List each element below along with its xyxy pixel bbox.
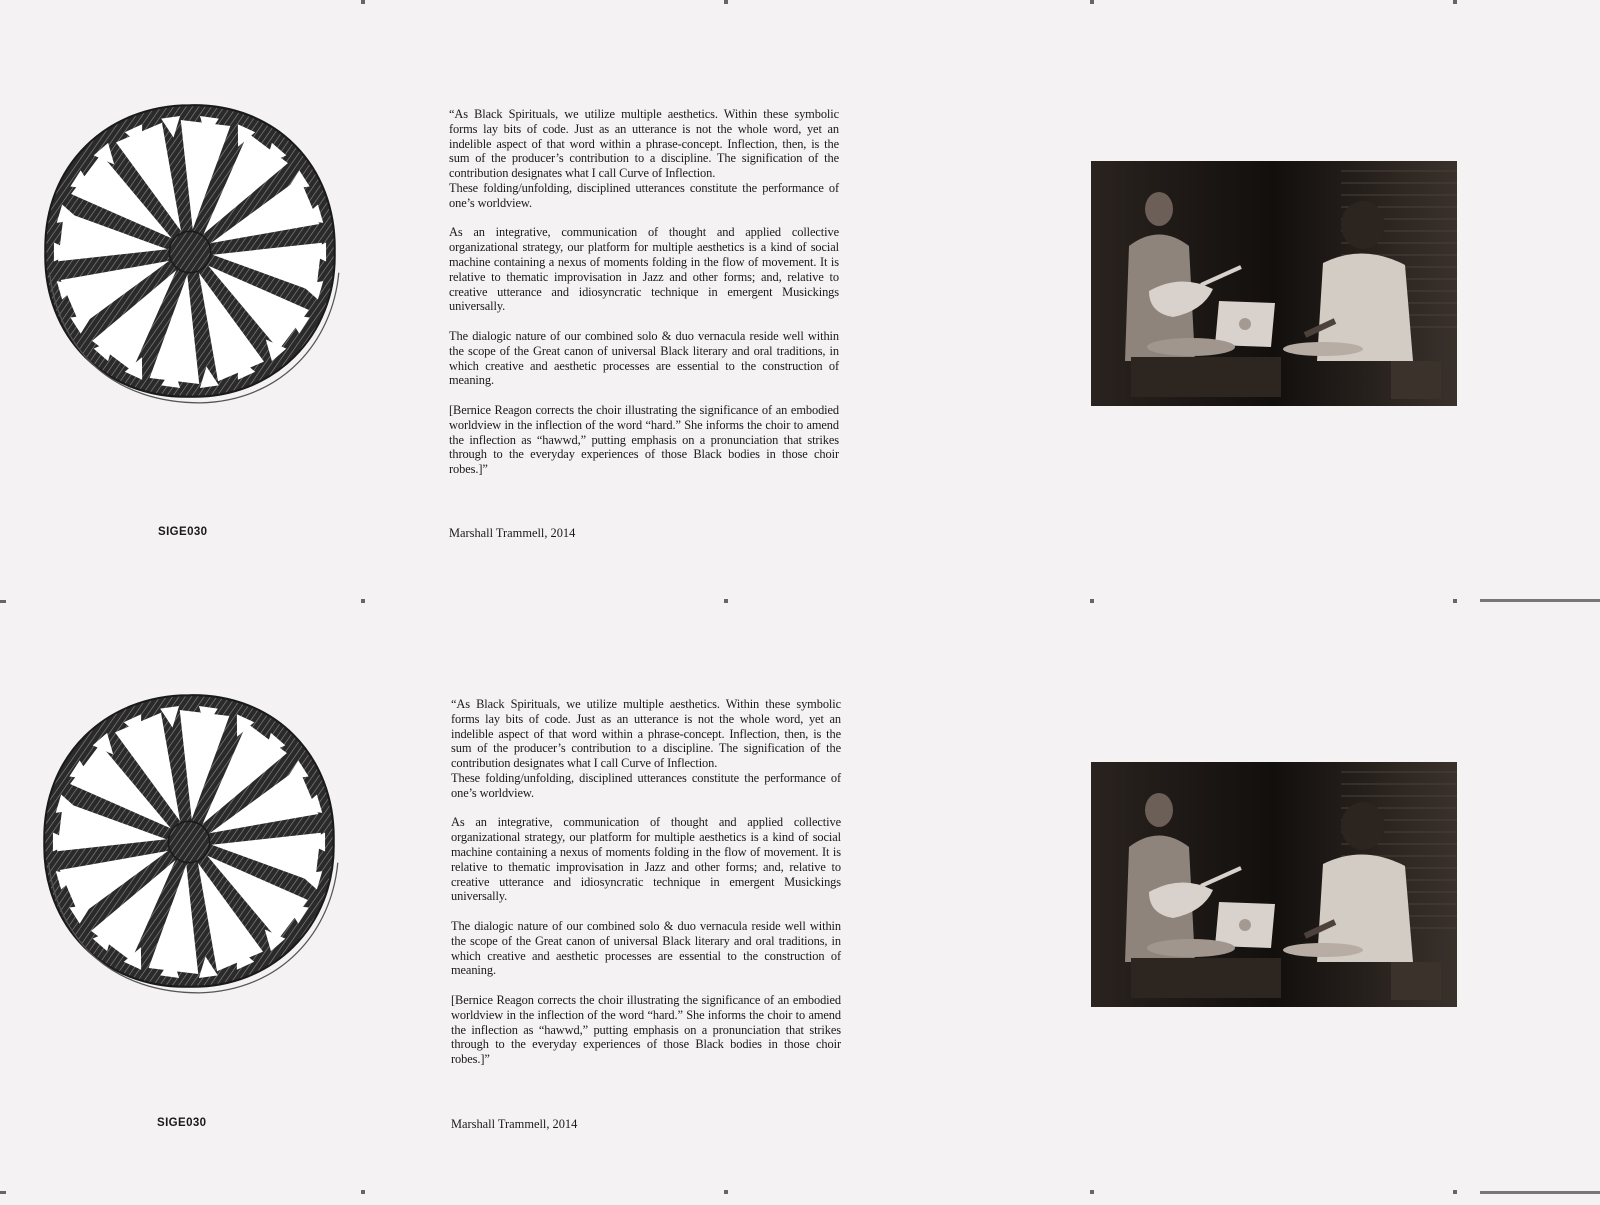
floor-tom bbox=[1391, 361, 1441, 399]
crop-mark bbox=[724, 0, 728, 4]
emblem-hub bbox=[168, 821, 209, 862]
cymbal bbox=[1283, 943, 1363, 957]
drum-kit bbox=[1131, 958, 1281, 998]
cymbal bbox=[1147, 338, 1235, 356]
guitarist-head bbox=[1145, 793, 1173, 827]
catalog-number: SIGE030 bbox=[158, 526, 208, 538]
crop-mark bbox=[0, 1191, 6, 1194]
quote-text bbox=[451, 697, 841, 1082]
crop-mark bbox=[724, 599, 728, 603]
crop-mark bbox=[361, 0, 365, 4]
duo-performance-photo bbox=[1091, 762, 1457, 1007]
duo-performance-photo bbox=[1091, 161, 1457, 406]
quote-text bbox=[449, 107, 839, 492]
drum-kit bbox=[1131, 357, 1281, 397]
crop-mark bbox=[1453, 1190, 1457, 1194]
drummer-head bbox=[1341, 201, 1385, 249]
author-credit: Marshall Trammell, 2014 bbox=[451, 1117, 578, 1131]
quote-paragraph: These folding/unfolding, disciplined utterances constitute the performance of one’s worldview. bbox=[451, 770, 841, 800]
quote-paragraph: The dialogic nature of our combined solo & duo vernacula reside well within the scope of the Great canon of universal Black literary and oral traditions, in which creative and aesthetic processes are essential to the construction of meaning. bbox=[451, 918, 841, 978]
laptop-logo bbox=[1239, 919, 1251, 931]
crop-mark bbox=[1090, 1190, 1094, 1194]
crop-mark bbox=[0, 600, 6, 603]
catalog-number: SIGE030 bbox=[157, 1117, 207, 1129]
laptop-logo bbox=[1239, 318, 1251, 330]
quote-paragraph: As an integrative, communication of thought and applied collective organizational strategy, our platform for multiple aesthetics is a kind of social machine containing a nexus of moments folding in the flow of movement. It is relative to thematic improvisation in Jazz and other forms; and, relative to creative utterance and idiosyncratic technique in emergent Musickings universally. bbox=[449, 225, 839, 314]
panel-bottom bbox=[0, 590, 1600, 1180]
quote-paragraph: [Bernice Reagon corrects the choir illustrating the significance of an embodied worldview in the inflection of the word “hard.” She informs the choir to amend the inflection as “hawwd,” putting emphasis on a pronunciation that strikes through to the everyday experiences of those Black bodies in those choir robes.]” bbox=[449, 402, 839, 477]
panel-top bbox=[0, 0, 1600, 590]
quote-paragraph: The dialogic nature of our combined solo & duo vernacula reside well within the scope of the Great canon of universal Black literary and oral traditions, in which creative and aesthetic processes are essential to the construction of meaning. bbox=[449, 328, 839, 388]
quote-paragraph: [Bernice Reagon corrects the choir illustrating the significance of an embodied worldview in the inflection of the word “hard.” She informs the choir to amend the inflection as “hawwd,” putting emphasis on a pronunciation that strikes through to the everyday experiences of those Black bodies in those choir robes.]” bbox=[451, 992, 841, 1067]
crop-mark bbox=[1453, 0, 1457, 4]
crop-mark bbox=[1090, 599, 1094, 603]
quote-paragraph: “As Black Spirituals, we utilize multiple aesthetics. Within these symbolic forms lay bits of code. Just as an utterance is not the whole word, yet an indelible aspect of that word within a phrase-concept. Inflection, then, is the sum of the producer’s contribution to a discipline. The signification of the contribution designates what I call Curve of Inflection. bbox=[451, 697, 841, 771]
crop-mark bbox=[1453, 599, 1457, 603]
crop-mark bbox=[361, 599, 365, 603]
trim-rule bbox=[1480, 599, 1600, 602]
cymbal bbox=[1147, 939, 1235, 957]
quote-paragraph: These folding/unfolding, disciplined utterances constitute the performance of one’s worldview. bbox=[449, 180, 839, 210]
quote-paragraph: As an integrative, communication of thought and applied collective organizational strategy, our platform for multiple aesthetics is a kind of social machine containing a nexus of moments folding in the flow of movement. It is relative to thematic improvisation in Jazz and other forms; and, relative to creative utterance and idiosyncratic technique in emergent Musickings universally. bbox=[451, 815, 841, 904]
author-credit: Marshall Trammell, 2014 bbox=[449, 526, 576, 540]
drummer-head bbox=[1341, 802, 1385, 850]
crop-mark bbox=[724, 1190, 728, 1194]
quote-paragraph: “As Black Spirituals, we utilize multiple aesthetics. Within these symbolic forms lay bits of code. Just as an utterance is not the whole word, yet an indelible aspect of that word within a phrase-concept. Inflection, then, is the sum of the producer’s contribution to a discipline. The signification of the contribution designates what I call Curve of Inflection. bbox=[449, 107, 839, 181]
crop-mark bbox=[1090, 0, 1094, 4]
guitarist-head bbox=[1145, 192, 1173, 226]
floor-tom bbox=[1391, 962, 1441, 1000]
radial-star-emblem-icon bbox=[35, 97, 345, 407]
trim-rule bbox=[1480, 1191, 1600, 1194]
radial-star-emblem-icon bbox=[34, 687, 344, 997]
emblem-hub bbox=[169, 231, 210, 272]
crop-mark bbox=[361, 1190, 365, 1194]
cymbal bbox=[1283, 342, 1363, 356]
